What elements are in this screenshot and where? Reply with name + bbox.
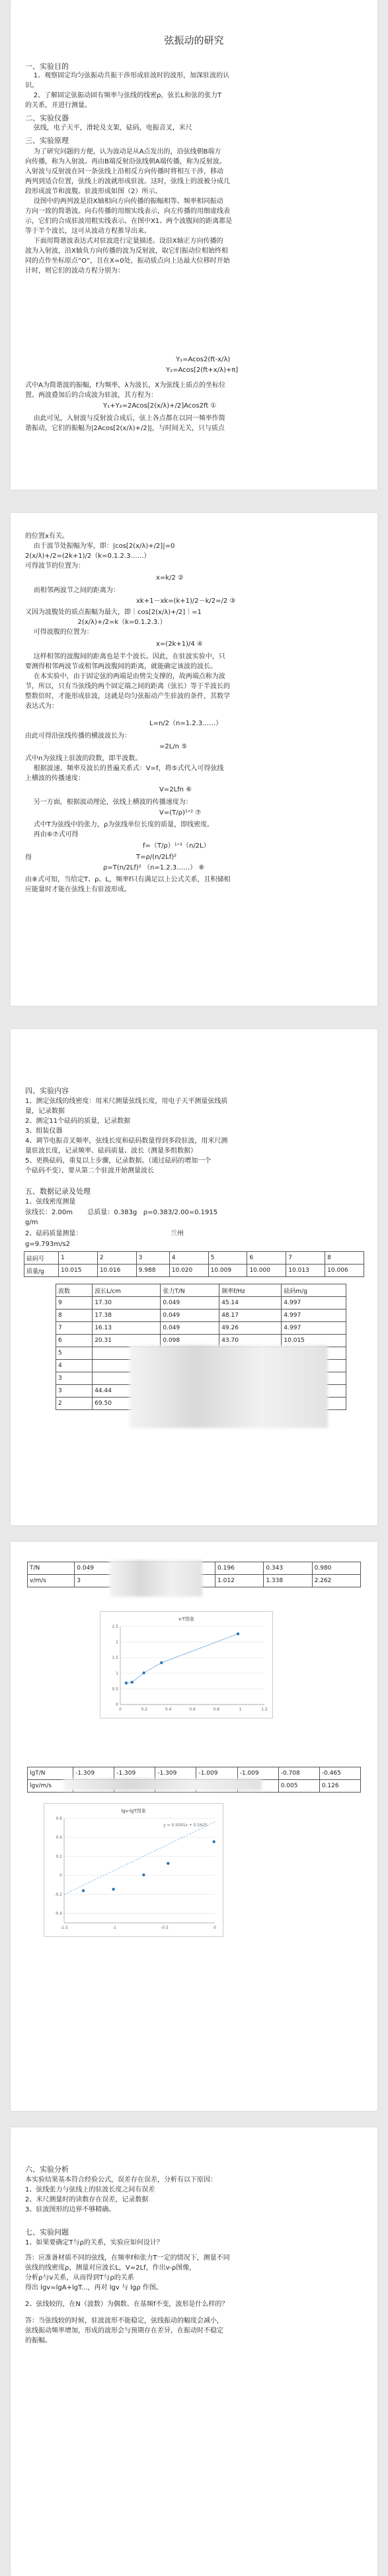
data-point [112,1888,114,1890]
table-cell: 43.70 [219,1335,282,1347]
y-tick-label: -0.2 [54,1892,62,1897]
table-row-label: T/N [28,1562,75,1575]
mass-header-cell: 1 [58,1252,97,1265]
data-point [160,1662,163,1664]
table-cell: 20.31 [93,1335,161,1347]
mass-table [24,1251,364,1277]
mass-header-cell: 砝码号 [24,1252,59,1265]
mass-measure-label: 2、砝码质量测量： 兰州 [25,1230,184,1237]
chart-title: v-T图象 [178,1617,195,1622]
section-3-text-2: 式中A为简谐波的振幅，f为频率，λ为波长，X为弦线上质点的坐标位 置。两波叠加后的合成波为驻波，其方程为： [25,382,226,399]
section-7-heading: 七、实验问题 [25,2228,69,2237]
x-tick-label: 1.2 [261,1707,268,1712]
equation-node-distance: xk+1－xk=(k+1)/2－k/2=/2 ③ [136,598,236,605]
table-row [56,1322,346,1335]
y-tick-label: -0.4 [54,1911,62,1916]
measure-header-cell: 波长L/cm [93,1284,161,1297]
section-4-text: 1、测定弦线的线密度：用米尺测量弦线长度，用电子天平测量弦线质 量，记录数据 2、测定11个砝码的质量，记录数据 3、组装仪器 4、调节电振音叉频率，弦线长度和砝码数量得到多段驻波，用米尺测 量驻波长度，记录频率、砝码质量、波长（测量多组数据） 5、更换砝码，重复以上步骤，记录数据。（通过砝码的增加一个 个砝码不变），要从第二个驻波开始测量波长 [25,1098,228,1175]
mass-header-cell: 4 [169,1252,208,1265]
mass-value-cell: 10.015 [58,1265,97,1277]
table-cell: 17.30 [93,1297,161,1310]
y-tick-label: 1.5 [112,1656,118,1661]
table-cell: 44.44 [93,1385,161,1398]
page2-text-3: 又因为波腹处的质点振幅为最大，即｜cos[2(x/λ)+/2]｜=1 2(x/λ)+/2=k（k=0.1.2.3.） 可得波腹的位置为： [25,609,202,636]
table-cell: 0.049 [161,1310,219,1322]
measure-header-cell: 频率f/Hz [219,1284,282,1297]
table-cell: -1.309 [73,1767,114,1780]
equation-node-position: x=k/2 ② [156,574,184,582]
data-point [237,1632,239,1635]
table-cell: 48.17 [219,1310,282,1322]
mass-row-label: 质量/g [24,1265,59,1277]
measure-header-cell: 砝码m/g [282,1284,346,1297]
table-cell: 0.196 [215,1562,264,1575]
mass-value-cell: 10.006 [325,1265,364,1277]
document-page-4 [11,1542,377,2111]
table-cell: 4.997 [282,1297,346,1310]
table-cell: -1.009 [237,1767,278,1780]
equation-tension-speed: V=(T/ρ)¹ᐟ² ⑦ [159,809,202,817]
section-5-heading: 五、数据记录及处理 [25,1187,91,1196]
answer-1: 答：应准备材质不同的弦线，在频率f和张力T一定的情况下，测量不同 弦线的线密度ρ，测量对应波长L，V=2Lf，作出v-ρ图像， 分析ρ与v关系，从而得到T与ρ的关系 得出 lgv=lgA+lgT...，再对 lgv 与 lgρ 作图。 [25,2254,230,2291]
trendline [64,1822,215,1894]
table-cell: 3 [56,1385,93,1398]
data-point [82,1889,85,1892]
table-cell: 9 [56,1297,93,1310]
data-point [167,1862,169,1865]
mass-value-cell: 10.020 [169,1265,208,1277]
document-page-1 [11,0,377,490]
section-3-text-1: 为了研究问题的方便，认为波动是从A点发出的，沿弦线朝B端方 向传播，称为入射波。再由B端反射沿弦线朝A端传播，称为反射波。 入射波与反射波在同一条弦线上沿相反方向传播时将相互干涉，移动 两列到适合位置，弦线上的波就形成驻波。这时，弦线上的波被分成几 段形成波节和波腹。驻波形成如图（2）所示。 设图中的两列波是沿X轴相向方向传播的振幅相等、频率相同振动 方向一致的简谐波。向右传播的用细实线表示，向左传播的用细虚线表 示，它们的合成驻波用粗实线表示。在图中X1、两个波腹间的距离都是 等于半个波长，这可从波动方程推导出来。 下面用简谐波表达式对驻波进行定量描述。设沿X轴正方向传播的 波为入射波，沿X轴负方向传播的波为反射波，取它们振动位相始终相 同的点作坐标原点“O”，且在X=0处，振动质点向上达最大位移时开始 计时，则它们的波动方程分别为： [25,148,233,275]
section-2-text: 弦线，电子天平，滑轮及支架，砝码，电振音叉，米尺 [25,124,192,132]
mass-header-cell: 2 [97,1252,136,1265]
y-tick-label: 0 [116,1703,118,1707]
x-tick-label: 0.2 [141,1707,148,1712]
table-cell: 0.049 [75,1562,123,1575]
page2-text-4: 这样相邻的波腹间的距离也是半个波长。因此，在驻波实验中，只 要测得相邻两波节或相邻两波腹间的距离，就能确定该波的波长。 在本实验中，由于固定弦的两端是由劈尖支撑的，故两端点称为波 节，所以，只有当弦线的两个固定端之间的距离（弦长）等于半波长的 整数倍时，才能形成驻波，这就是均匀弦振动产生驻波的条件，其数学 表达式为： [25,653,230,710]
v-t-chart [100,1611,273,1718]
document-page-5 [11,2127,377,2576]
table-cell: 0.126 [319,1780,360,1793]
equation-wave-speed: V=2Lfn ⑥ [159,786,192,793]
table-cell: 45.14 [219,1297,282,1310]
data-point [125,1681,128,1684]
v-t-chart-svg [100,1612,272,1718]
gravity-value: g=9.793m/s2 [25,1241,71,1248]
table-row-label: lgT/N [28,1767,73,1780]
table-cell: 0.049 [161,1322,219,1335]
table-cell: 3 [56,1372,93,1385]
table-cell: 16.13 [93,1322,161,1335]
table-row [56,1297,346,1310]
y-tick-label: 0.2 [56,1854,62,1859]
mass-header-cell: 6 [247,1252,286,1265]
page2-text-1: 的位置x有关。 由于波节处振幅为零，即：|cos[2(x/λ)+/2]|=0 2(x/λ)+/2=(2k+1)/2（k=0.1.2.3……） 可得波节的位置为： [25,533,175,570]
table-cell: -0.708 [278,1767,319,1780]
document-page-3 [11,1029,377,1525]
table-row [56,1310,346,1322]
equation-antinode-position: x=(2k+1)/4 ④ [156,641,203,648]
density-measure-text: 弦线长：2.00m 总质量：0.383g ρ=0.383/2.00=0.1915 g/m [25,1209,218,1226]
table-cell: 1.338 [264,1575,312,1587]
table-cell: 10.015 [282,1335,346,1347]
section-3-text-3: 由此可见，入射波与反射波合成后，弦上各点都在以同一频率作简 谐振动，它们的振幅为|2Acos[2(x/λ)+/2]|，与时间无关，只与质点 [25,415,225,432]
section-6-heading: 六、实验分析 [25,2165,69,2174]
table-cell: 0.098 [161,1335,219,1347]
equation-standing-wave: Y₁+Y₂=2Acos[2(x/λ)+/2]Acos2ft ① [103,402,217,410]
table-cell: 17.38 [93,1310,161,1322]
equation-frequency: f=（T/ρ）¹ᐟ²（n/2L） [143,842,210,850]
y-tick-label: 2 [116,1640,118,1645]
table-cell: 0.049 [161,1297,219,1310]
y-tick-label: 1 [116,1671,118,1676]
measure-header-cell: 波数 [56,1284,93,1297]
lgv-lgt-chart [44,1803,223,1937]
table-row-label: lgv/m/s [28,1780,73,1793]
y-tick-label: 0.6 [56,1816,62,1821]
y-tick-label: 0.4 [56,1835,62,1840]
table-cell: 49.26 [219,1322,282,1335]
page2-text-8: 式中T为弦线中的张力，ρ为弦线单位长度的质量，即线密度。 再由⑥⑦式可得 [33,821,214,838]
answer-2: 答：当弦线较的时候，驻波波形不能稳定，弦线振动的幅度会减小， 弦线振动频率增加，形成的波形会与预期存在差异，在振动时不稳定 的振幅。 [25,2317,223,2344]
equation-density: ρ=T(n/2Lf)² （n=1.2.3……） ⑧ [103,864,205,871]
x-tick-label: 0.6 [189,1707,196,1712]
table-cell: 0.005 [278,1780,319,1793]
density-measure-label: 1、弦线密度测量 [25,1198,76,1206]
chart-title: lgv-lgT图象 [121,1808,146,1814]
mass-header-cell: 5 [208,1252,247,1265]
table-cell: 2.262 [312,1575,360,1587]
table-cell: -1.309 [155,1767,196,1780]
section-6-text: 本实验结果基本符合经验公式，误差存在误差，分析有以下原因： 1、弦线张力与弦线上的驻波长度之间有误差 2、米尺测量时的读数存在误差，记录数据 3、驻波图形的边界不够精确。 [25,2176,217,2213]
mass-value-cell: 10.009 [208,1265,247,1277]
mass-header-cell: 3 [136,1252,169,1265]
mass-value-cell: 9.988 [136,1265,169,1277]
mass-value-cell: 10.013 [286,1265,325,1277]
series-line [126,1634,238,1683]
x-tick-label: 0.4 [165,1707,172,1712]
question-2: 2、弦线较的，在N（波数）为偶数、在基频f不变，波形是什么样的？ [25,2301,229,2308]
blurred-region [110,1560,202,1597]
section-1-heading: 一、实验目的 [25,62,69,71]
equation-tension: T=ρ/(n/2Lf)² [136,854,177,861]
x-tick-label: 0 [119,1707,122,1712]
table-cell: 1.012 [215,1575,264,1587]
x-tick-label: -1.5 [60,1926,68,1930]
mass-header-cell: 7 [286,1252,325,1265]
question-1: 1、如果要确定T与ρ的关系，实验应如何设计？ [25,2239,163,2246]
section-4-heading: 四、实验内容 [25,1087,69,1095]
x-tick-label: -1 [112,1926,116,1930]
table-cell: 5 [56,1347,93,1360]
data-point [212,1840,215,1843]
equation-y1: Y₁=Acos2(ft-x/λ) [176,356,231,363]
table-cell: 0.980 [312,1562,360,1575]
data-point [142,1671,145,1674]
equation-length-condition: L=n/2（n=1.2.3……） [149,720,223,727]
section-3-heading: 三、实验原理 [25,136,69,145]
x-tick-label: -0.5 [161,1926,169,1930]
document-title: 弦振动的研究 [164,34,224,46]
table-cell: 6 [56,1335,93,1347]
page2-text-10: 由⑧式可知，当给定T、ρ、L，频率f只有满足以上公式关系，且积储相 应能量时才能在弦线上有驻波形成。 [25,876,231,893]
measure-header-cell: 张力T/N [161,1284,219,1297]
x-tick-label: 0.8 [213,1707,220,1712]
table-cell: 7 [56,1322,93,1335]
page2-text-7: 另一方面，根据波动理论，弦线上横波的传播速度为： [25,799,192,806]
y-tick-label: 2.5 [112,1624,118,1629]
table-cell: -1.309 [114,1767,155,1780]
blurred-region [130,1345,328,1428]
y-tick-label: 0.5 [112,1687,118,1692]
x-tick-label: 1 [239,1707,242,1712]
document-page-2 [11,513,377,1006]
page2-text-9: 得 [25,854,32,862]
page2-text-6: 式中n为弦线上驻波的段数，即半波数。 根据波速、频率及波长的普遍关系式：V=f，将⑤式代入可得弦线 上横波的传播速度： [25,755,224,782]
mass-header-cell: 8 [325,1252,364,1265]
equation-y2: Y₂=Acos[2(ft+x/λ)+π] [166,367,239,374]
page2-text-2: 而相邻两波节之间的距离为： [25,587,120,594]
blurred-region [63,1779,262,1791]
trendline-equation: y = 0.5091x + 0.5625 [163,1823,208,1828]
y-tick-label: 0 [59,1873,62,1879]
x-tick-label: 0 [213,1926,216,1930]
data-point [142,1873,145,1876]
table-cell: 4.997 [282,1322,346,1335]
table-cell: 0.343 [264,1562,312,1575]
section-1-text: 1、观察固定均匀弦振动共振干涉形成驻波时的波形，加深驻波的认 识。 2、了解固定弦振动固有频率与弦线的线密ρ，弦长L和弦的张力T 的关系，并进行测量。 [25,72,230,109]
page2-text-5: 由此可得沿弦线传播的横波波长为： [25,733,131,740]
data-point [131,1681,134,1683]
table-cell: 3 [75,1575,123,1587]
table-cell: 2 [56,1398,93,1410]
equation-wavelength: =2L/n ⑤ [159,743,188,750]
table-cell: 8 [56,1310,93,1322]
table-cell: 69.50 [93,1398,161,1410]
mass-value-cell: 10.000 [247,1265,286,1277]
table-cell: 4.997 [282,1310,346,1322]
table-cell: -0.465 [319,1767,360,1780]
table-row-label: v/m/s [28,1575,75,1587]
table-cell: 4 [56,1360,93,1372]
lgv-lgt-chart-svg [44,1804,223,1936]
section-2-heading: 二、实验仪器 [25,114,69,122]
mass-value-cell: 10.016 [97,1265,136,1277]
table-cell: -1.009 [196,1767,237,1780]
